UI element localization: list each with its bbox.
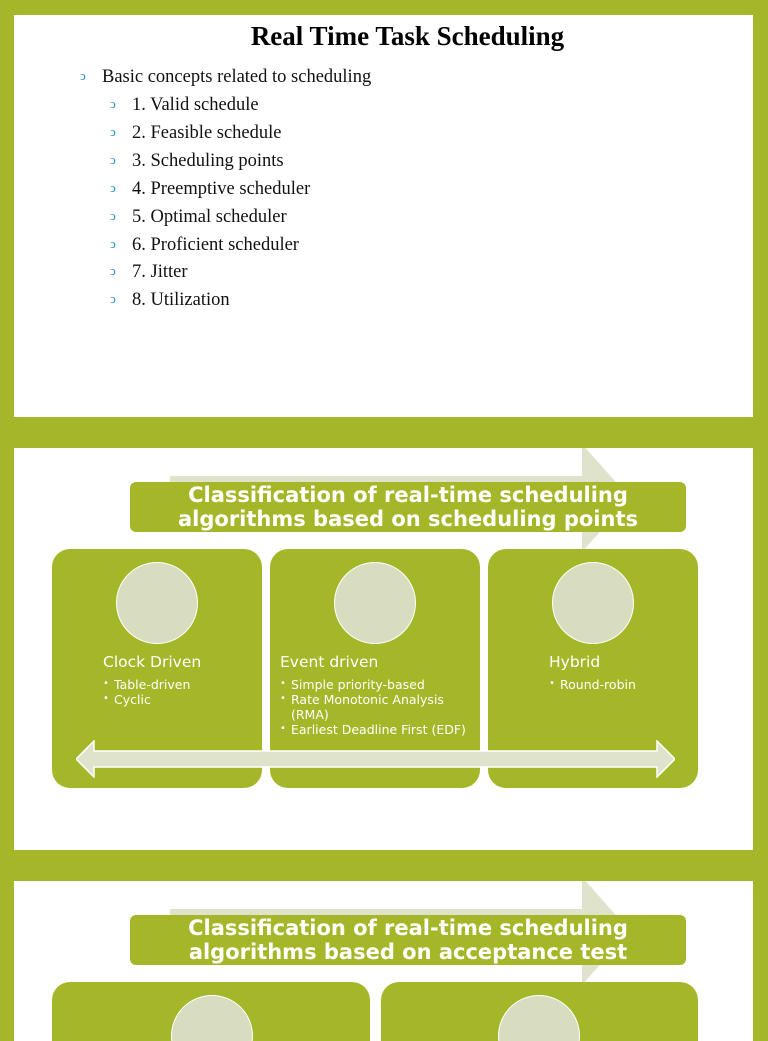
banner-line-1: Classification of real-time scheduling xyxy=(188,483,628,507)
sub-bullet xyxy=(110,262,188,283)
slide-basic-concepts xyxy=(14,15,753,417)
circle-icon xyxy=(334,562,416,644)
card-right xyxy=(381,982,698,1041)
card-left xyxy=(52,982,370,1041)
sub-bullet-text: 7. Jitter xyxy=(132,262,188,282)
diagram-banner xyxy=(130,482,686,532)
sub-bullet-text: 8. Utilization xyxy=(132,290,230,310)
list-item: • Simple priority-based xyxy=(280,677,476,692)
bullet-icon: ↄ xyxy=(110,208,116,223)
bullet-icon: ↄ xyxy=(110,263,116,278)
bullet-icon: ↄ xyxy=(80,68,86,83)
bullet-icon: ↄ xyxy=(110,124,116,139)
bullet-icon: ↄ xyxy=(110,291,116,306)
sub-bullet-text: 1. Valid schedule xyxy=(132,95,259,115)
circle-icon xyxy=(116,562,198,644)
card-list xyxy=(280,677,476,737)
slide-scheduling-points xyxy=(14,448,753,850)
list-item: • Cyclic xyxy=(103,692,190,707)
sub-bullet-text: 4. Preemptive scheduler xyxy=(132,179,311,199)
list-item: • Table-driven xyxy=(103,677,190,692)
card-list xyxy=(549,677,636,692)
card-title: Clock Driven xyxy=(103,653,202,671)
slide-title: Real Time Task Scheduling xyxy=(250,21,565,51)
list-item: • Earliest Deadline First (EDF) xyxy=(280,722,476,737)
sub-bullet-text: 5. Optimal scheduler xyxy=(132,207,287,227)
circle-icon xyxy=(171,995,253,1041)
list-item-continued: (RMA) xyxy=(291,707,329,722)
sub-bullet xyxy=(110,95,259,116)
sub-bullet xyxy=(110,179,310,200)
card-title: Event driven xyxy=(280,653,379,671)
bullet-icon: ↄ xyxy=(110,236,116,251)
list-item: • Round-robin xyxy=(549,677,636,692)
sub-bullet-text: 3. Scheduling points xyxy=(132,151,284,171)
sub-bullet xyxy=(110,123,282,144)
slide-acceptance-test xyxy=(14,881,753,1041)
main-bullet xyxy=(80,67,371,88)
circle-icon xyxy=(498,995,580,1041)
bullet-icon: ↄ xyxy=(110,180,116,195)
diagram-banner xyxy=(130,915,686,965)
sub-bullet xyxy=(110,207,287,228)
sub-bullet xyxy=(110,151,284,172)
banner-line-2: algorithms based on acceptance test xyxy=(188,940,628,964)
banner-line-1: Classification of real-time scheduling xyxy=(188,916,628,940)
bullet-icon: ↄ xyxy=(110,152,116,167)
card-list xyxy=(103,677,190,707)
sub-bullet xyxy=(110,235,299,256)
main-bullet-text: Basic concepts related to scheduling xyxy=(102,67,372,87)
sub-bullet xyxy=(110,290,230,311)
banner-line-2: algorithms based on scheduling points xyxy=(177,507,638,531)
double-arrow-icon xyxy=(76,740,675,778)
bullet-icon: ↄ xyxy=(110,96,116,111)
circle-icon xyxy=(552,562,634,644)
sub-bullet-text: 2. Feasible schedule xyxy=(132,123,282,143)
card-title: Hybrid xyxy=(549,653,601,671)
sub-bullet-text: 6. Proficient scheduler xyxy=(132,235,299,255)
list-item: • Rate Monotonic Analysis xyxy=(280,692,476,707)
